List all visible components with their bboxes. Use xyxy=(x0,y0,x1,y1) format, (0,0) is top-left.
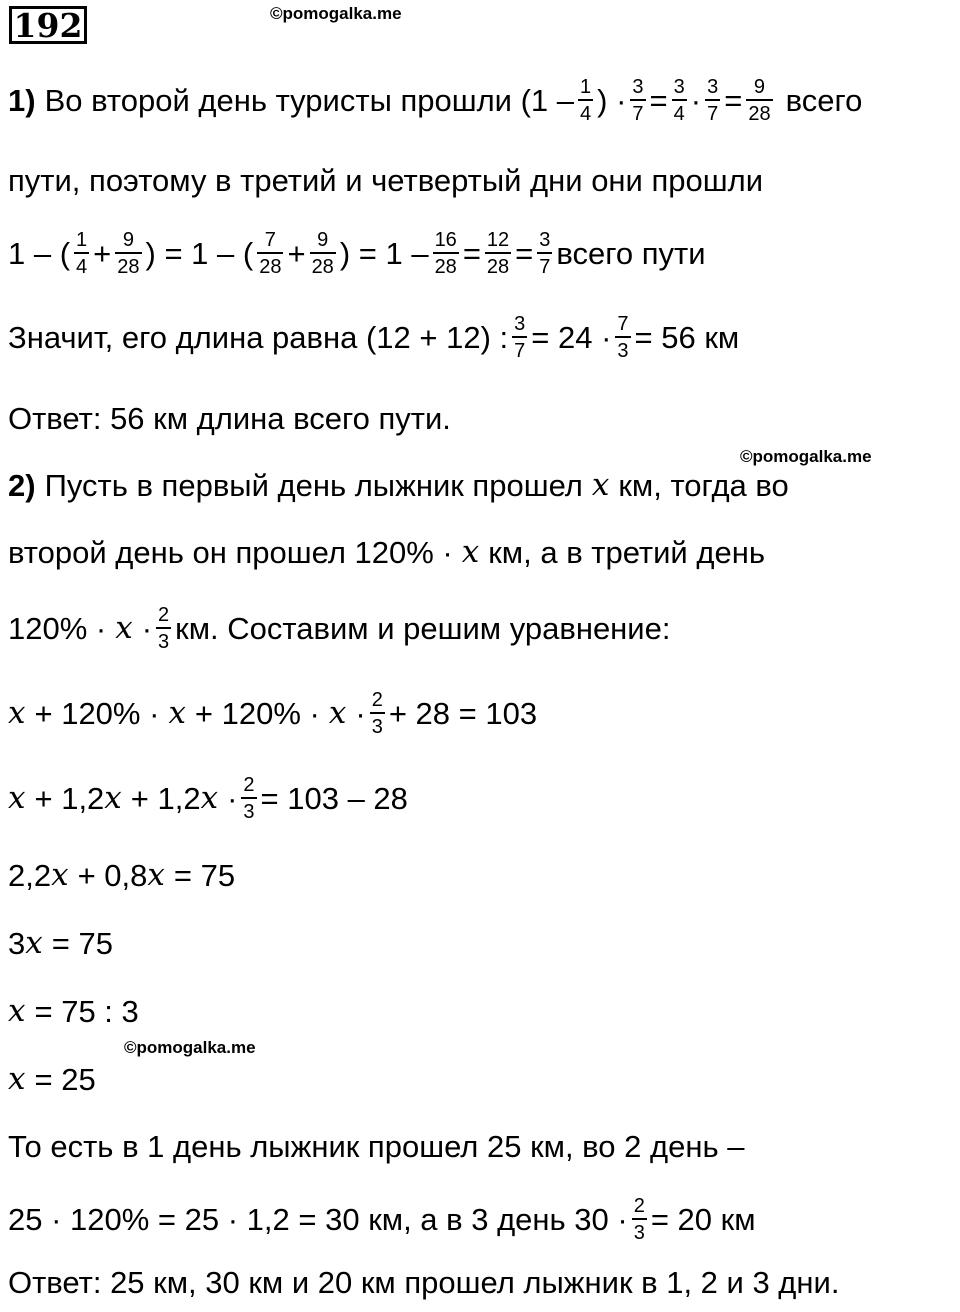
line-10 xyxy=(8,775,408,822)
text: = 75 xyxy=(51,926,113,961)
exercise-number: 192 xyxy=(9,6,87,44)
line-15 xyxy=(8,1131,744,1162)
text: км, а в третий день xyxy=(488,535,765,570)
text: = 25 xyxy=(34,1062,96,1097)
text: Во второй день туристы прошли (1 – xyxy=(44,83,575,118)
line-11 xyxy=(8,857,236,893)
text: Ответ: 56 км длина всего пути. xyxy=(8,401,451,436)
fraction: $\frac{9}{28}$ xyxy=(311,229,334,278)
variable: x xyxy=(328,695,347,731)
fraction: $\frac{3}{4}$ xyxy=(673,76,685,125)
variable: x xyxy=(200,780,219,816)
variable: x xyxy=(8,1061,26,1097)
variable: x xyxy=(461,534,480,570)
fraction: $\frac{1}{4}$ xyxy=(580,76,592,125)
text: ) · xyxy=(597,83,627,118)
watermark-top: ©pomogalka.me xyxy=(270,4,402,23)
text: 3 xyxy=(8,926,26,961)
fraction: $\frac{2}{3}$ xyxy=(158,604,170,653)
text: пути, поэтому в третий и четвертый дни они прошли xyxy=(8,163,764,198)
line-13 xyxy=(8,993,139,1029)
text: · xyxy=(141,611,153,646)
line-8 xyxy=(8,605,670,652)
text: · xyxy=(690,83,702,118)
text: = 75 : 3 xyxy=(34,994,139,1029)
text: Значит, его длина равна (12 + 12) : xyxy=(8,320,509,355)
text: = xyxy=(515,236,534,271)
variable: x xyxy=(104,780,122,816)
variable: x xyxy=(168,695,186,731)
text: = 24 · xyxy=(531,320,612,355)
fraction: $\frac{12}{28}$ xyxy=(486,229,510,278)
fraction: $\frac{3}{7}$ xyxy=(539,229,551,278)
text: 2,2 xyxy=(8,858,52,893)
text: = xyxy=(649,83,668,118)
text: 120% · xyxy=(8,611,107,646)
text: всего пути xyxy=(556,236,706,271)
line-14 xyxy=(8,1061,96,1097)
line-17-answer xyxy=(8,1267,839,1298)
text: км. Составим и решим уравнение: xyxy=(175,611,671,646)
text: ) = 1 – xyxy=(339,236,429,271)
line-6 xyxy=(8,467,789,503)
text: Ответ: 25 км, 30 км и 20 км прошел лыжник в 1, 2 и 3 дни. xyxy=(8,1265,840,1300)
variable: x xyxy=(51,857,69,893)
text: · xyxy=(355,696,366,731)
variable: x xyxy=(147,857,165,893)
text: = 20 км xyxy=(650,1202,756,1237)
text: + 28 = 103 xyxy=(388,696,538,731)
fraction: $\frac{1}{4}$ xyxy=(76,229,88,278)
fraction: $\frac{7}{3}$ xyxy=(617,313,629,362)
fraction: $\frac{9}{28}$ xyxy=(748,76,771,125)
line-5-answer xyxy=(8,403,451,434)
fraction: $\frac{16}{28}$ xyxy=(434,229,457,278)
text: + 120% · xyxy=(34,696,160,731)
watermark-lower: ©pomogalka.me xyxy=(124,1038,256,1057)
text: = 75 xyxy=(173,858,236,893)
line-12 xyxy=(8,925,113,961)
text: + xyxy=(93,236,112,271)
text: = xyxy=(462,236,481,271)
text: км, тогда во xyxy=(618,468,789,503)
part-label-2: 2) xyxy=(8,468,36,503)
line-2 xyxy=(8,165,763,196)
text: ) = 1 – ( xyxy=(145,236,254,271)
text: То есть в 1 день лыжник прошел 25 км, во 2 день – xyxy=(8,1129,745,1164)
variable: x xyxy=(115,610,133,646)
watermark-middle: ©pomogalka.me xyxy=(740,447,872,466)
text: = 103 – 28 xyxy=(260,781,408,816)
variable: x xyxy=(8,695,26,731)
fraction: $\frac{3}{7}$ xyxy=(514,313,526,362)
line-1 xyxy=(8,77,862,124)
variable: x xyxy=(25,925,43,961)
fraction: $\frac{2}{3}$ xyxy=(633,1195,645,1244)
variable: x xyxy=(8,993,26,1029)
line-9-equation xyxy=(8,690,537,737)
text: второй день он прошел 120% · xyxy=(8,535,453,570)
part-label-1: 1) xyxy=(8,83,36,118)
text: + 120% · xyxy=(194,696,320,731)
fraction: $\frac{2}{3}$ xyxy=(371,689,383,738)
text: + 0,8 xyxy=(77,858,148,893)
text: = xyxy=(724,83,743,118)
fraction: $\frac{2}{3}$ xyxy=(243,774,255,823)
line-3 xyxy=(8,230,706,277)
line-16 xyxy=(8,1196,756,1243)
text: 25 · 120% = 25 · 1,2 = 30 км, а в 3 день 30 · xyxy=(8,1202,628,1237)
fraction: $\frac{9}{28}$ xyxy=(117,229,140,278)
variable: x xyxy=(591,467,610,503)
text: всего xyxy=(785,83,863,118)
fraction: $\frac{7}{28}$ xyxy=(259,229,282,278)
text: 1 – ( xyxy=(8,236,71,271)
fraction: $\frac{3}{7}$ xyxy=(707,76,719,125)
text: · xyxy=(227,781,238,816)
text: + 1,2 xyxy=(130,781,201,816)
line-7 xyxy=(8,534,765,570)
text: Пусть в первый день лыжник прошел xyxy=(44,468,583,503)
line-4 xyxy=(8,314,739,361)
text: + xyxy=(287,236,306,271)
fraction: $\frac{3}{7}$ xyxy=(632,76,644,125)
text: = 56 км xyxy=(634,320,740,355)
variable: x xyxy=(8,780,26,816)
text: + 1,2 xyxy=(34,781,105,816)
